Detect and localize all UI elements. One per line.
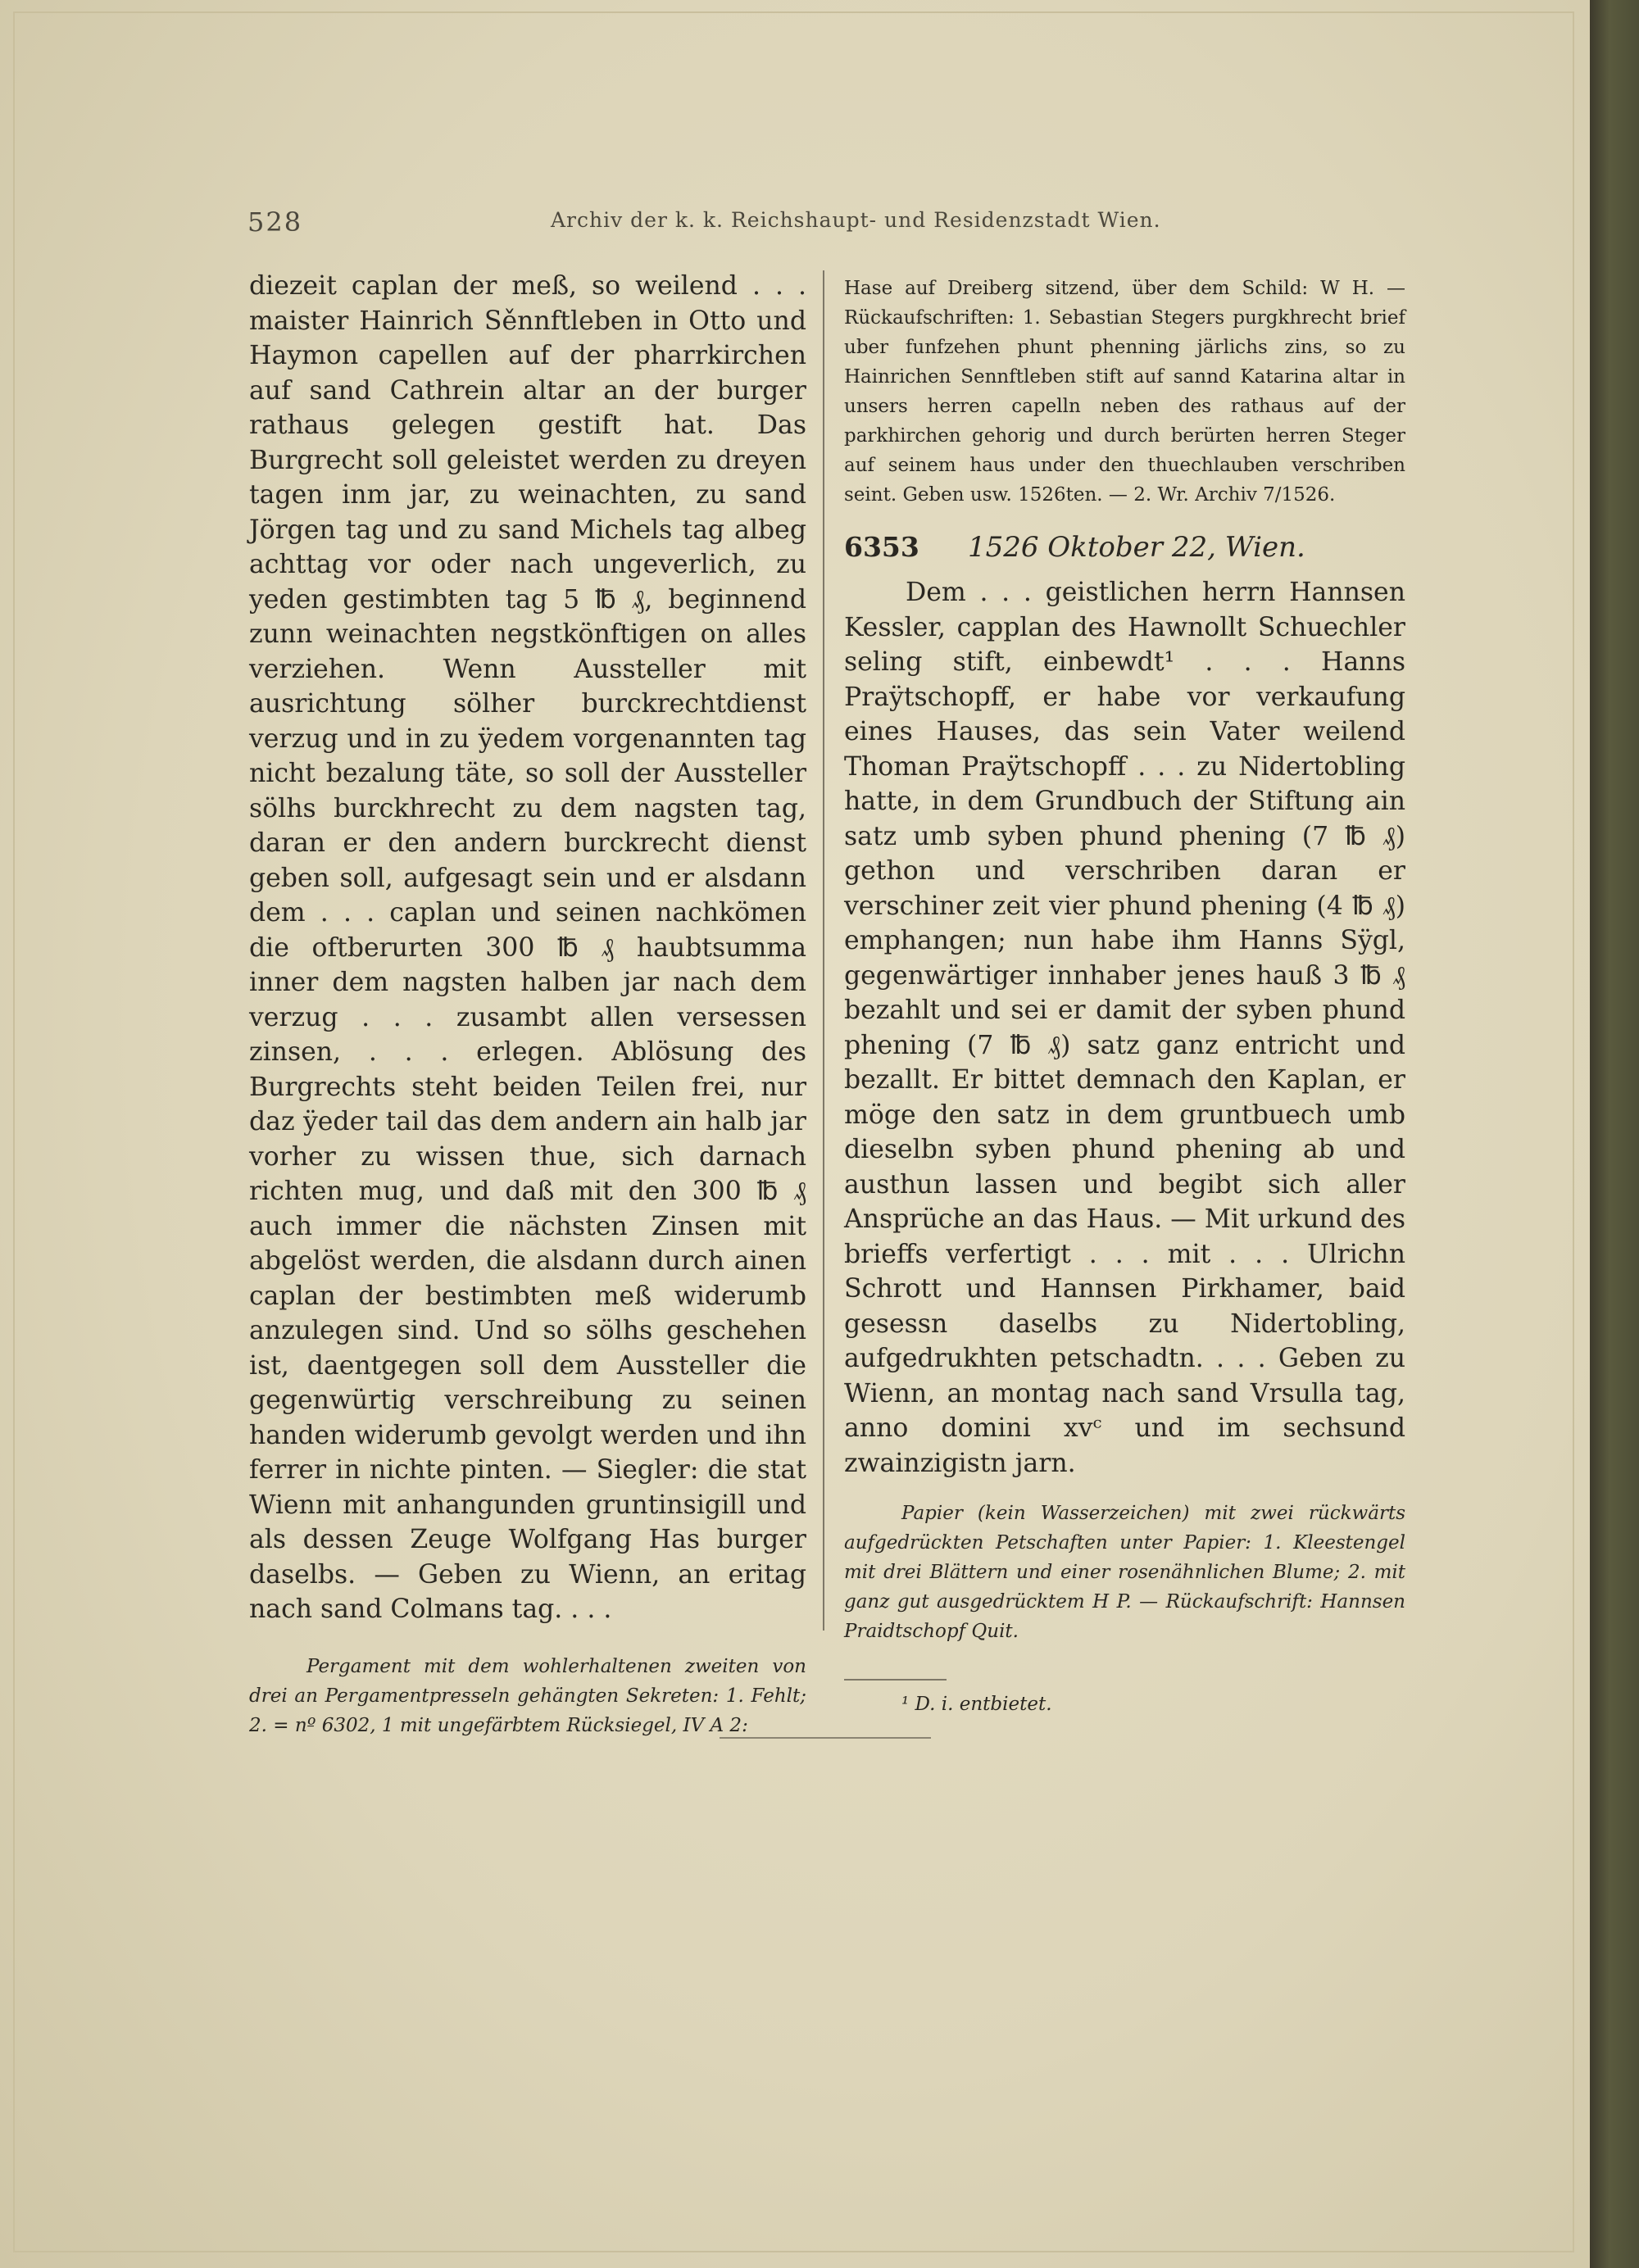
entry-heading <box>844 529 1405 570</box>
running-title: Archiv der k. k. Reichshaupt- und Residenzstadt Wien. <box>551 208 1161 232</box>
right-archival-note-top: Hase auf Dreiberg sitzend, über dem Schild: W H. — Rückaufschriften: 1. Sebastian Stegers purgkhrecht brief uber funfzehen phunt phenning järlichs zins, so zu Hainrichen Sennftleben stift auf sannd Katarina altar in unsers herren capelln neben des rathaus auf der parkhirchen gehorig und durch berürten herren Steger auf seinem haus under den thuechlauben verschriben seint. Geben usw. 1526ten. — 2. Wr. Archiv 7/1526. <box>844 278 1405 506</box>
footnote-rule <box>844 1679 947 1681</box>
entry-number: 6353 <box>844 531 919 563</box>
page-number: 528 <box>247 206 303 238</box>
left-body-text: diezeit caplan der meß, so weilend . . . maister Hainrich Sěnnftleben in Otto und Haymon capellen auf der pharrkirchen auf sand Cathrein altar an der burger rathaus gelegen gestift hat. Das Burgrecht soll geleistet werden zu dreyen tagen inm jar, zu weinachten, zu sand Jörgen tag und zu sand Michels tag albeg achttag vor oder nach ungeverlich, zu yeden gestimbten tag 5 ℔ ₰, beginnend zunn weinachten negstkönftigen on alles verziehen. Wenn Aussteller mit ausrichtung sölher burckrechtdienst verzug und in zu ÿedem vorgenannten tag nicht bezalung täte, so soll der Aussteller sölhs burckhrecht zu dem nagsten tag, daran er den andern burckrecht dienst geben soll, aufgesagt sein und er alsdann dem . . . caplan und seinen nachkömen die oftberurten 300 ℔ ₰ haubtsumma inner dem nagsten halben jar nach dem verzug . . . zusambt allen versessen zinsen, . . . erlegen. Ablösung des Burgrechts steht beiden Teilen frei, nur daz ÿeder tail das dem andern ain halb jar vorher zu wissen thue, sich darnach richten mug, und daß mit den 300 ℔ ₰ auch immer die nächsten Zinsen mit abgelöst werden, die alsdann durch ainen caplan der bestimbten meß widerumb anzulegen sind. Und so sölhs geschehen ist, daentgegen soll dem Aussteller die gegenwürtig verschreibung zu seinen handen widerumb gevolgt werden und ihn ferrer in nichte pinten. — Siegler: die stat Wienn mit anhangunden gruntinsigill und als dessen Zeuge Wolfgang Has burger daselbs. — Geben zu Wienn, an eritag nach sand Colmans tag. . . . <box>249 271 806 1624</box>
left-column <box>249 269 806 1740</box>
column-divider <box>823 270 824 1631</box>
right-column <box>844 274 1405 1715</box>
page-header <box>247 206 1370 243</box>
left-archival-note: Pergament mit dem wohlerhaltenen zweiten von drei an Pergamentpresseln gehängten Sekreten: 1. Fehlt; 2. = nº 6302, 1 mit ungefärbtem Rücksiegel, IV A 2: <box>249 1655 806 1736</box>
entry-date: 1526 Oktober 22, Wien. <box>967 531 1305 564</box>
right-body-text: Dem . . . geistlichen herrn Hannsen Kessler, capplan des Hawnollt Schuechler seling stift, einbewdt¹ . . . Hanns Praÿtschopff, er habe vor verkaufung eines Hauses, das sein Vater weilend Thoman Praÿtschopff . . . zu Nidertobling hatte, in dem Grundbuch der Stiftung ain satz umb syben phund phening (7 ℔ ₰) gethon und verschriben daran er verschiner zeit vier phund phening (4 ℔ ₰) emphangen; nun habe ihm Hanns Sÿgl, gegenwärtiger innhaber jenes hauß 3 ℔ ₰ bezahlt und sei er damit der syben phund phening (7 ℔ ₰) satz ganz entricht und bezallt. Er bittet demnach den Kaplan, er möge den satz in dem gruntbuech umb dieselbn syben phund phening ab und austhun lassen und begibt sich aller Ansprüche an das Haus. — Mit urkund des brieffs verfertigt . . . mit . . . Ulrichn Schrott und Hannsen Pirkhamer, baid gesessn daselbs zu Nidertobling, aufgedrukhten petschadtn. . . . Geben zu Wienn, an montag nach sand Vrsulla tag, anno domini xvᶜ und im sechsund zwainzigistn jarn. <box>844 578 1405 1478</box>
right-archival-note-bottom: Papier (kein Wasserzeichen) mit zwei rückwärts aufgedrückten Petschaften unter Papier: 1. Kleestengel mit drei Blättern und einer rosenähnlichen Blume; 2. mit ganz gut ausgedrücktem H P. — Rückaufschrift: Hannsen Praidtschopf Quit. <box>844 1503 1405 1642</box>
end-rule <box>720 1737 931 1739</box>
footnote: ¹ D. i. entbietet. <box>901 1694 1052 1715</box>
book-edge <box>1590 0 1639 2268</box>
